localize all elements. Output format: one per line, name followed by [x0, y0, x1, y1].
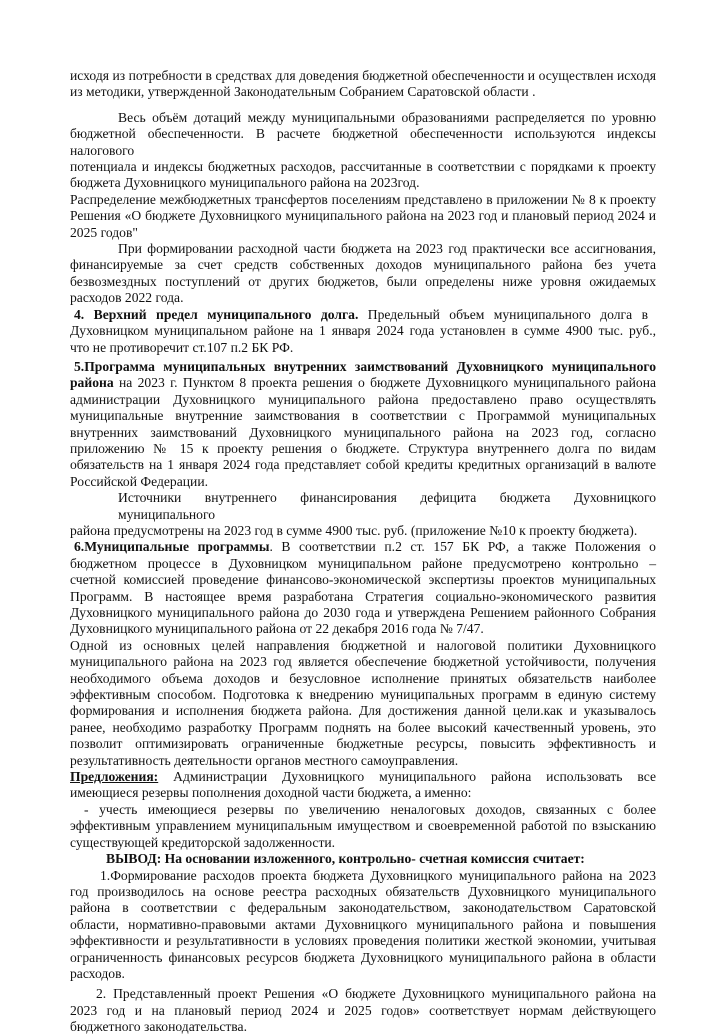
text-line: района в соответствии с федеральным законодательством, законодательством Саратовской — [70, 900, 656, 916]
text-line: финансируемые за счет средств собственных доходов муниципального района без учета — [70, 257, 656, 273]
text-line: Российской Федерации. — [70, 473, 208, 489]
text-line: год производилось на основе реестра расходных обязательств Духовницкого муниципального — [70, 883, 656, 899]
section-heading: 6.Муниципальные программы — [74, 539, 270, 555]
conclusion-heading: ВЫВОД: На основании изложенного, контрольно- счетная комиссия считает: — [106, 851, 585, 867]
text-line: из методики, утвержденной Законодательным Собранием Саратовской области . — [70, 84, 536, 100]
section-debt-limit — [70, 307, 656, 356]
text-line: муниципальные внутренние заимствования в соответствии с Программой муниципальных — [70, 408, 656, 424]
text-line — [70, 307, 656, 323]
text-line: ограниченность финансовых ресурсов бюджета Духовницкого муниципального района в области — [70, 949, 656, 965]
proposals-label: Предложения: — [70, 769, 159, 785]
section-proposals — [70, 769, 656, 851]
section-heading: 5.Программа муниципальных внутренних заимствований Духовницкого муниципального — [74, 358, 656, 374]
text-line: внутренних заимствований Духовницкого муниципального района на 2023 год, согласно — [70, 424, 656, 440]
text-line: формирования и исполнения бюджета района. Для достижения данной цели.как и указывалось — [70, 703, 656, 719]
text-line: бюджета Духовницкого муниципального района на 2023год. — [70, 175, 420, 191]
text-line: администрации Духовницкого муниципального района предоставлено право осуществлять — [70, 391, 656, 407]
text-line: ранее, необходимо разработку Программ поднять на более высокий качественный уровень, это — [70, 719, 656, 735]
text-line: бюджетного законодательства. — [70, 1019, 247, 1035]
text-line: Духовницкого муниципального района от 22 декабря 2016 года № 7/47. — [70, 621, 484, 637]
text-line: безвозмездных поступлений от других бюджетов, были определены ниже уровня ожидаемых — [70, 273, 656, 289]
text-line — [70, 359, 656, 375]
text-line: потенциала и индексы бюджетных расходов, рассчитанные в соответствии с порядками к проекту — [70, 159, 656, 175]
text-line: исходя из потребности в средствах для доведения бюджетной обеспеченности и осуществлен исходя — [70, 68, 656, 83]
text-fragment: на 2023 г. Пунктом 8 проекта решения о бюджете Духовницкого муниципального района — [113, 375, 656, 391]
text-line: счетной комиссией проведение финансово-экономической экспертизы проектов муниципальных — [70, 572, 656, 588]
section-conclusion — [70, 851, 656, 1035]
text-line: расходов 2022 года. — [70, 290, 184, 306]
text-line: района предусмотрены на 2023 год в сумме 4900 тыс. руб. (приложение №10 к проекту бюджета). — [70, 522, 638, 538]
section-heading-end: района — [70, 375, 114, 391]
paragraph-dotations — [70, 110, 656, 192]
text-line: 1.Формирование расходов проекта бюджета Духовницкого муниципального района на 2023 — [100, 867, 656, 883]
text-line: позволит оптимизировать ограниченные бюджетные ресурсы, повысить эффективность и — [70, 736, 656, 752]
text-line: расходов. — [70, 965, 125, 981]
paragraph-methodology — [70, 68, 656, 101]
paragraph-expenses — [70, 241, 656, 307]
document-page — [70, 68, 656, 1036]
text-fragment: Администрации Духовницкого муниципального района использовать все — [158, 769, 656, 785]
text-line — [70, 769, 656, 785]
paragraph-transfers — [70, 192, 656, 241]
text-line: Весь объём дотаций между муниципальными образованиями распределяется по уровню — [118, 109, 656, 125]
text-line: приложению № 15 к проекту решения о бюджете. Структура внутреннего долга по видам — [70, 440, 656, 456]
text-line: Одной из основных целей направления бюджетной и налоговой политики Духовницкого — [70, 637, 656, 653]
paragraph-deficit-sources — [70, 490, 656, 539]
text-line: 2023 год и на плановый период 2024 и 2025 годов» соответствует нормам действующего — [70, 1002, 656, 1018]
text-fragment: . В соответствии п.2 ст. 157 БК РФ, а также Положения о — [269, 539, 656, 555]
text-line — [70, 375, 656, 391]
text-line: бюджетной обеспеченности. В расчете бюджетной обеспеченности используются индексы налогового — [70, 126, 656, 158]
text-line: обязательств на 1 января 2024 года представляет собой кредиты кредитных организаций в валюте — [70, 457, 656, 473]
text-line: муниципального района на 2023 год является обеспечение бюджетной устойчивости, получения — [70, 654, 656, 670]
text-fragment: Предельный объем муниципального долга в — [358, 306, 648, 322]
text-line: Источники внутреннего финансирования дефицита бюджета Духовницкого муниципального — [118, 490, 656, 522]
text-line: области, нормативно-правовыми актами Духовницкого муниципального района и повышения — [70, 916, 656, 932]
text-line: Духовницкого муниципального района до 2030 года и утверждена Решением районного Собрания — [70, 605, 656, 620]
section-heading: 4. Верхний предел муниципального долга. — [74, 306, 359, 322]
text-line: - учесть имеющиеся резервы по увеличению неналоговых доходов, связанных с более — [84, 801, 656, 817]
text-line: бюджетном процессе в Духовницком муниципальном районе предусмотрено контрольно – — [70, 555, 656, 571]
text-line: существующей кредиторской задолженности. — [70, 834, 336, 850]
paragraph-policy-goals — [70, 638, 656, 769]
text-line — [70, 851, 656, 867]
text-line — [70, 539, 656, 555]
text-line: необходимого объема доходов и безусловное исполнение принятых обязательств наиболее — [70, 670, 656, 686]
text-line: эффективным управлением муниципальным имуществом и своевременной работой по взысканию — [70, 818, 656, 834]
text-line: Решения «О бюджете Духовницкого муниципального района на 2023 год и плановый период 2024 и — [70, 208, 656, 224]
section-municipal-programs — [70, 539, 656, 637]
text-line: Программ. В настоящее время разработана Стратегия социально-экономического развития — [70, 588, 656, 604]
text-line: 2025 годов" — [70, 224, 138, 240]
text-line: 2. Представленный проект Решения «О бюджете Духовницкого муниципального района на — [96, 986, 656, 1002]
text-line: При формировании расходной части бюджета на 2023 год практически все ассигнования, — [118, 241, 656, 257]
text-line: что не противоречит ст.107 п.2 БК РФ. — [70, 339, 294, 355]
text-line: имеющиеся резервы пополнения доходной части бюджета, а именно: — [70, 785, 472, 801]
text-line: эффективности и результативности в условиях проведения политики жесткой экономии, учитывая — [70, 933, 656, 949]
text-line: Духовницком муниципальном районе на 1 января 2024 года установлен в сумме 4900 тыс. руб., — [70, 323, 656, 339]
text-line: результативность деятельности органов местного самоуправления. — [70, 752, 459, 768]
text-line: эффективным способом. Подготовка к внедрению муниципальных программ в единую систему — [70, 687, 656, 703]
text-line: Распределение межбюджетных трансфертов поселениям представлено в приложении № 8 к проекту — [70, 191, 656, 207]
section-borrowing-program — [70, 359, 656, 490]
